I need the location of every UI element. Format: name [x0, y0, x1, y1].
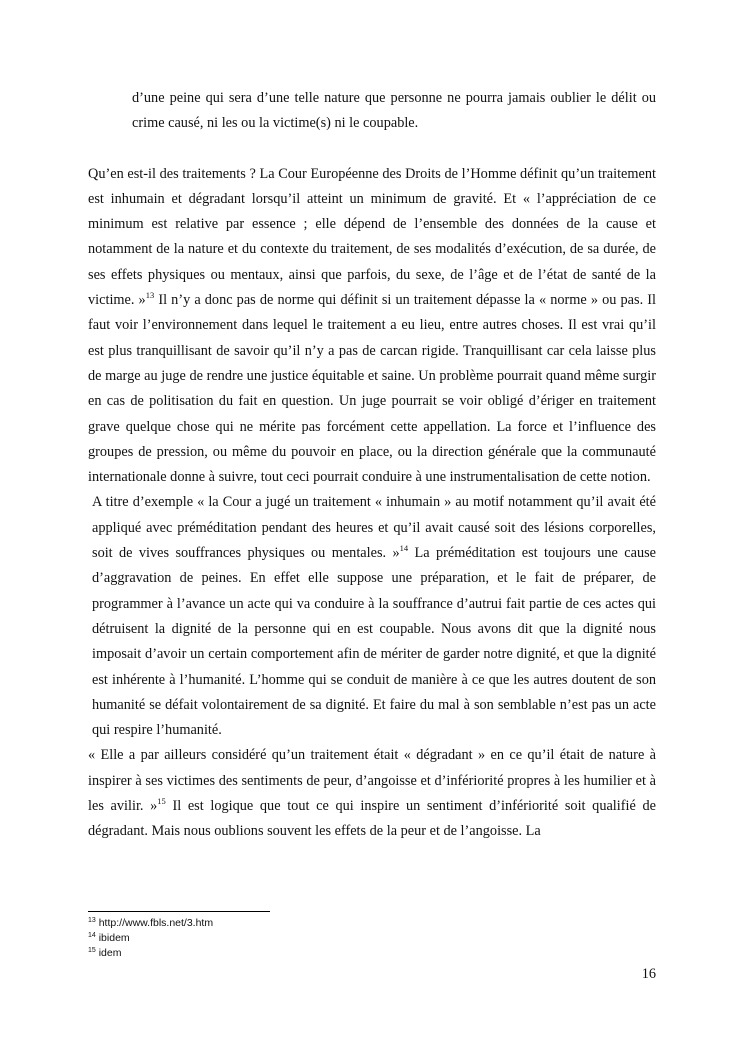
paragraph-2-part2: La préméditation est toujours une cause d’aggravation de peines. En effet elle suppose une préparation, et le fait de préparer, de programmer à l’avance un acte qui va conduire à la souffrance d’autrui fait partie de ces actes qui détruisent la dignité de la personne qui en est coupable. Nous avons dit que la dignité nous imposait d’avoir un certain comportement afin de mériter de garder notre dignité, et que la dignité est inhérente à l’humanité. L’homme qui se conduit de manière à ce que les autres doutent de son humanité se défait volontairement de sa dignité. Et faire du mal à son semblable n’est pas un acte qui respire l’humanité.: [92, 545, 656, 739]
paragraph-1-part1: Qu’en est-il des traitements ? La Cour Européenne des Droits de l’Homme définit qu’un traitement est inhumain et dégradant lorsqu’il atteint un minimum de gravité. Et « l’appréciation de ce minimum est relative par essence ; elle dépend de l’ensemble des données de la cause et notamment de la nature et du contexte du traitement, de ses modalités d’exécution, de sa durée, de ses effets physiques ou mentaux, ainsi que parfois, du sexe, de l’âge et de l’état de santé de la victime. »: [88, 165, 656, 309]
footnote-link[interactable]: http://www.fbls.net/3.htm: [98, 917, 214, 929]
footnote-13: [88, 916, 488, 931]
footnote-number: 15: [88, 947, 96, 954]
footnote-15: [88, 946, 488, 961]
footnote-ref-13[interactable]: 13: [145, 290, 155, 301]
footnotes: [88, 916, 488, 961]
footnote-ref-14[interactable]: 14: [399, 543, 409, 554]
body-text: [88, 86, 656, 845]
block-quote: d’une peine qui sera d’une telle nature que personne ne pourra jamais oublier le délit ou crime causé, ni les ou la victime(s) ni le coupable.: [132, 90, 656, 132]
footnote-separator: [88, 911, 270, 912]
paragraph-3: [88, 743, 656, 844]
footnote-text: idem: [98, 947, 122, 959]
footnote-14: [88, 931, 488, 946]
footnote-text: ibidem: [98, 932, 130, 944]
paragraph-gap: [88, 137, 656, 162]
paragraph-3-part2: Il est logique que tout ce qui inspire un sentiment d’infériorité soit qualifié de dégradant. Mais nous oublions souvent les effets de la peur et de l’angoisse. La: [88, 798, 656, 840]
paragraph-2-part1: A titre d’exemple « la Cour a jugé un traitement « inhumain » au motif notamment qu’il avait été appliqué avec préméditation pendant des heures et qu’il avait causé soit des lésions corporelles, soit de vives souffrances physiques ou mentales. »: [92, 494, 656, 562]
paragraph-1-part2: Il n’y a donc pas de norme qui définit si un traitement dépasse la « norme » ou pas. Il faut voir l’environnement dans lequel le traitement a eu lieu, entre autres choses. Il est vrai qu’il est plus tranquillisant de savoir qu’il n’y a pas de carcan rigide. Tranquillisant car cela laisse plus de marge au juge de rendre une justice équitable et saine. Un problème pourrait quand même surgir en cas de politisation du fait en question. Un juge pourrait se voir obligé d’ériger en traitement grave quelque chose qui ne mérite pas forcément cette appellation. La force et l’influence des groupes de pression, ou même du pouvoir en place, ou la direction générale que la communauté internationale donne à suivre, tout ceci pourrait conduire à une instrumentalisation de cette notion.: [88, 292, 656, 486]
footnote-number: 14: [88, 932, 96, 939]
footnote-number: 13: [88, 917, 96, 924]
paragraph-3-part1: « Elle a par ailleurs considéré qu’un traitement était « dégradant » en ce qu’il était de nature à inspirer à ses victimes des sentiments de peur, d’angoisse et d’infériorité propres à les humilier et à les avilir. »: [88, 747, 656, 815]
paragraph-1: [88, 162, 656, 491]
paragraph-2: [88, 490, 656, 743]
footnote-ref-15[interactable]: 15: [157, 796, 166, 807]
page-number: 16: [641, 966, 656, 982]
